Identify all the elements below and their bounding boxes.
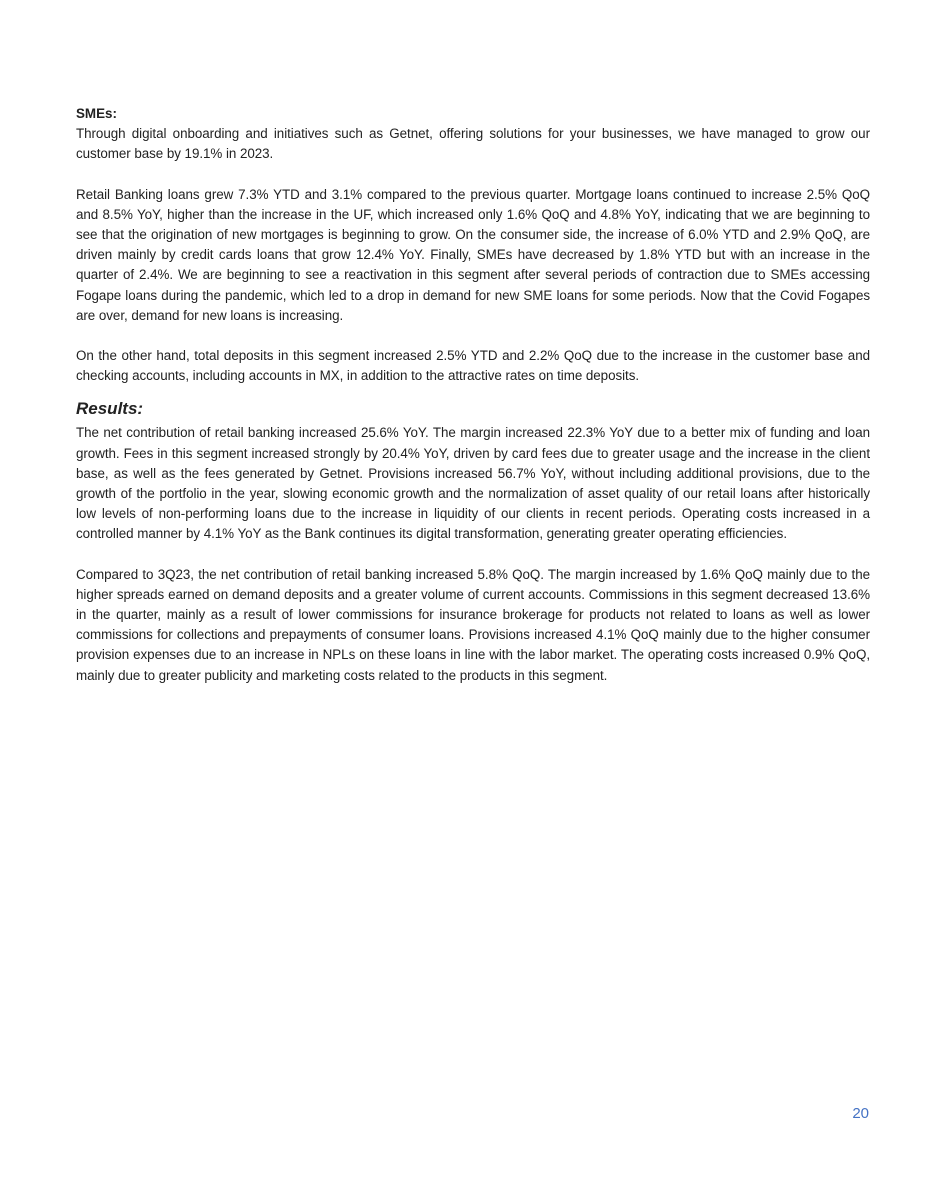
paragraph-spacer — [76, 326, 870, 346]
results-heading: Results: — [76, 399, 144, 419]
deposits-paragraph: On the other hand, total deposits in this segment increased 2.5% YTD and 2.2% QoQ due to the increase in the customer base and checking accounts, including accounts in MX, in addition to the attractive rates on time deposits. — [76, 348, 870, 384]
retail-loans-paragraph: Retail Banking loans grew 7.3% YTD and 3.1% compared to the previous quarter. Mortgage loans continued to increase 2.5% QoQ and 8.5% YoY, higher than the increase in the UF, which increased only 1.6% QoQ and 4.8% YoY, indicating that we are beginning to see that the origination of new mortgages is beginning to grow. On the consumer side, the increase of 6.0% YTD and 2.9% QoQ, are driven mainly by credit cards loans that grow 12.4% YoY. Finally, SMEs have decreased by 1.8% YTD but with an increase in the quarter of 2.4%. We are beginning to see a reactivation in this segment after several periods of contraction due to SMEs accessing Fogape loans during the pandemic, which led to a drop in demand for new SME loans for some periods. Now that the Covid Fogapes are over, demand for new loans is increasing. — [76, 186, 870, 323]
paragraph-spacer — [76, 545, 870, 565]
document-page — [76, 104, 870, 686]
smes-customer-growth-paragraph: Through digital onboarding and initiatives such as Getnet, offering solutions for your businesses, we have managed to grow our customer base by 19.1% in 2023. — [76, 126, 870, 162]
page-number: 20 — [852, 1105, 869, 1122]
paragraph-spacer — [76, 165, 870, 185]
smes-label: SMEs: — [76, 106, 117, 121]
results-qoq-paragraph: Compared to 3Q23, the net contribution of retail banking increased 5.8% QoQ. The margin increased by 1.6% QoQ mainly due to the higher spreads earned on demand deposits and a greater volume of current accounts. Commissions in this segment decreased 13.6% in the quarter, mainly as a result of lower commissions for insurance brokerage for products not related to loans as well as lower commissions for collections and prepayments of consumer loans. Provisions increased 4.1% QoQ mainly due to the higher consumer provision expenses due to an increase in NPLs on these loans in line with the labor market. The operating costs increased 0.9% QoQ, mainly due to greater publicity and marketing costs related to the products in this segment. — [76, 566, 870, 683]
results-yoy-paragraph: The net contribution of retail banking increased 25.6% YoY. The margin increased 22.3% YoY due to a better mix of funding and loan growth. Fees in this segment increased strongly by 20.4% YoY, driven by card fees due to greater usage and the increase in the client base, as well as the fees generated by Getnet. Provisions increased 56.7% YoY, without including additional provisions, due to the growth of the portfolio in the year, slowing economic growth and the normalization of asset quality of our retail loans after historically low levels of non-performing loans due to the increase in liquidity of our clients in recent periods. Operating costs increased in a controlled manner by 4.1% YoY as the Bank continues its digital transformation, generating greater operating efficiencies. — [76, 425, 870, 542]
